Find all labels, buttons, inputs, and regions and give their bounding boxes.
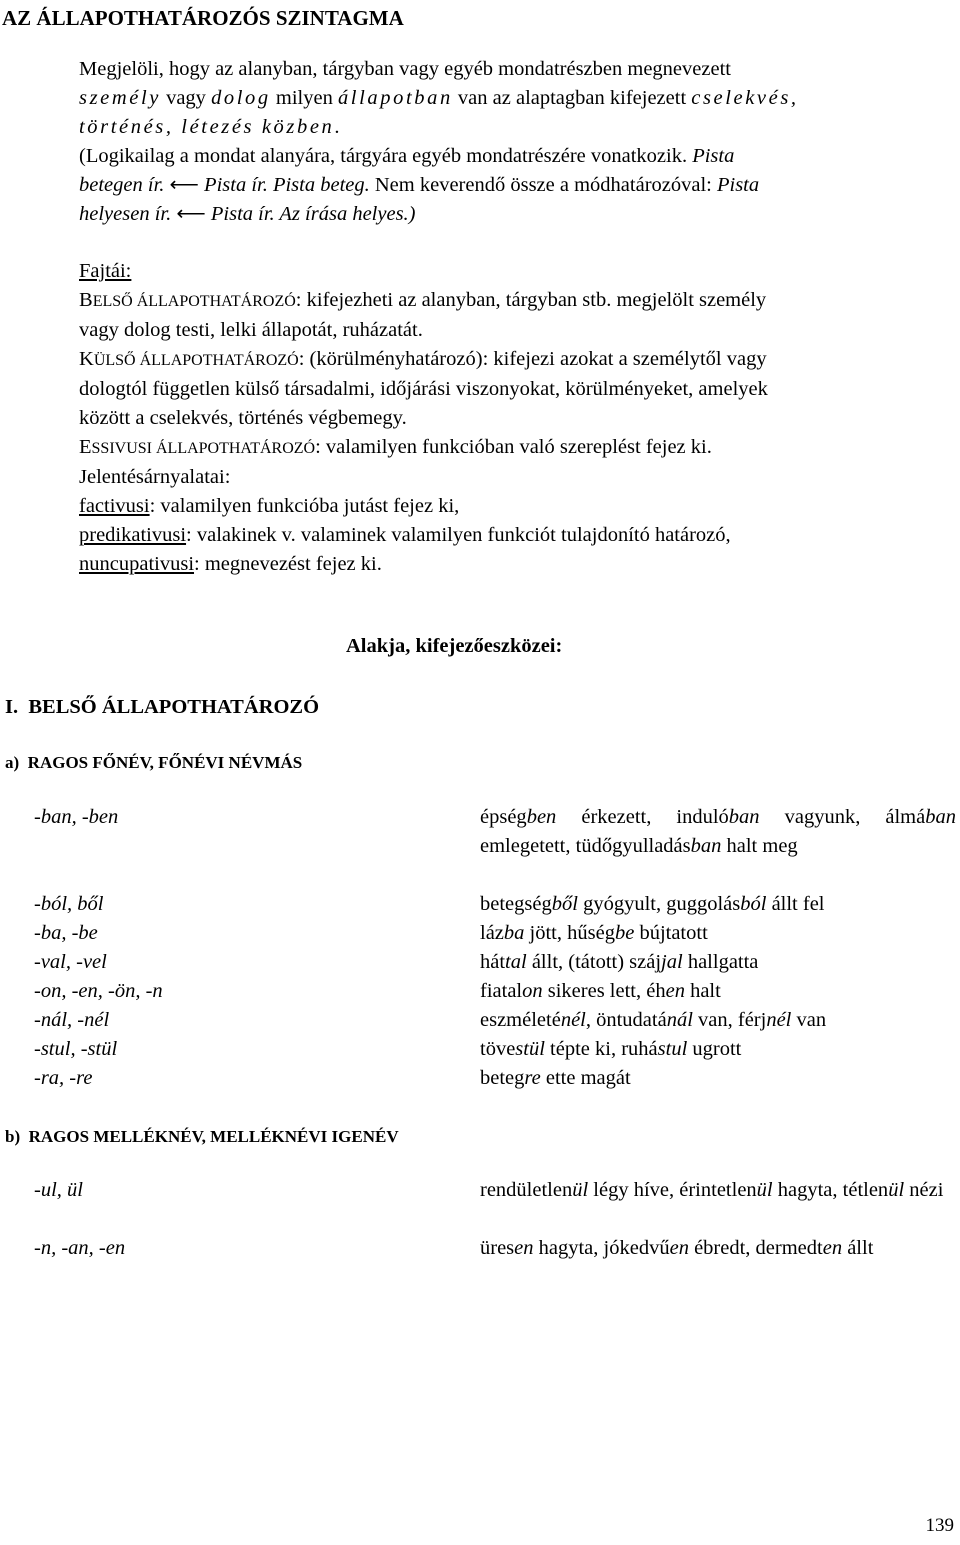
- example-cell: [480, 977, 956, 1006]
- example-text: tépte ki, ruhá: [544, 1038, 658, 1060]
- term: E: [79, 436, 92, 458]
- example-text: jött, hűség: [524, 922, 615, 944]
- suffix-highlight: tal: [505, 951, 527, 973]
- suffix-highlight: ül: [572, 1179, 589, 1201]
- table-row: [0, 803, 960, 857]
- example-cell: [480, 1176, 956, 1205]
- text: vagy: [160, 87, 212, 109]
- term: nuncupativusi: [79, 553, 195, 575]
- kinds-label: Fajtái:: [79, 260, 132, 282]
- suffix-highlight: be: [614, 922, 635, 944]
- term: predikativusi: [79, 524, 187, 546]
- essivusi-definition: [79, 433, 955, 463]
- example-cell: [480, 919, 956, 948]
- example-text: hallgatta: [682, 951, 759, 973]
- example-cell: [480, 1035, 956, 1064]
- example-text: állt, (tátott) száj: [526, 951, 662, 973]
- example-text: emlegetett, tüdőgyulladás: [480, 835, 691, 857]
- forms-heading: Alakja, kifejezőeszközei:: [346, 635, 563, 657]
- subsection-letter: a): [5, 753, 20, 772]
- suffix-cell: -stul, -stül: [34, 1038, 118, 1060]
- example-text: betegen ír.: [79, 174, 165, 196]
- suffix-highlight: jal: [661, 951, 683, 973]
- table-row: [0, 1006, 960, 1035]
- kulso-definition-cont: dologtól független külső társadalmi, időjárási viszonyokat, körülményeket, amelyek: [79, 378, 768, 400]
- term: ELSŐ ÁLLAPOTHATÁROZÓ: [92, 293, 296, 310]
- example-text: ébredt, dermedt: [688, 1237, 823, 1259]
- shades-label: Jelentésárnyalatai:: [79, 466, 231, 488]
- suffix-highlight: en: [822, 1237, 843, 1259]
- intro-line-5: [79, 171, 955, 200]
- example-text: Pista ír. Pista beteg.: [204, 174, 370, 196]
- intro-line-6: [79, 200, 955, 229]
- example-text: halt: [684, 980, 721, 1002]
- factivusi-line: [79, 492, 955, 521]
- term: SSIVUSI ÁLLAPOTHATÁROZÓ: [91, 440, 316, 457]
- arrow-left-icon: ⟵: [164, 174, 205, 196]
- example-text: bújtatott: [634, 922, 708, 944]
- table-row: [0, 1176, 960, 1205]
- intro-line-2: [79, 84, 955, 113]
- term: ÜLSŐ ÁLLAPOTHATÁROZÓ: [93, 352, 299, 369]
- section-heading: [5, 693, 319, 722]
- example-cell: [480, 1234, 956, 1263]
- subsection-title: RAGOS MELLÉKNÉV, MELLÉKNÉVI IGENÉV: [28, 1127, 399, 1146]
- predikativusi-line: [79, 521, 955, 550]
- table-row: [0, 1064, 960, 1093]
- kinds-section: [79, 257, 955, 579]
- example-text: van: [791, 1009, 827, 1031]
- example-text: fiatal: [480, 980, 523, 1002]
- suffix-highlight: stul: [657, 1038, 688, 1060]
- suffix-highlight: ból: [740, 893, 767, 915]
- table-row: [0, 890, 960, 919]
- subsection-a-heading: [5, 748, 302, 777]
- suffix-highlight: ül: [756, 1179, 773, 1201]
- example-text: ugrott: [687, 1038, 742, 1060]
- intro-paragraph: [79, 55, 955, 229]
- suffix-highlight: stül: [515, 1038, 545, 1060]
- text: : kifejezheti az alanyban, tárgyban stb. megjelölt személy: [295, 289, 767, 311]
- belso-definition: [79, 286, 955, 316]
- suffix-cell: -val, -vel: [34, 951, 107, 973]
- suffix-highlight: ül: [888, 1179, 905, 1201]
- suffix-highlight: en: [665, 980, 685, 1002]
- example-text: , öntudatá: [585, 1009, 667, 1031]
- example-text: hagyta, tétlen: [772, 1179, 889, 1201]
- suffix-cell: -n, -an, -en: [34, 1237, 126, 1259]
- example-cell: [480, 1064, 956, 1093]
- example-text: beteg: [480, 1067, 525, 1089]
- term: B: [79, 289, 93, 311]
- example-text: láz: [480, 922, 504, 944]
- nuncupativusi-line: [79, 550, 955, 579]
- suffix-highlight: nél: [766, 1009, 792, 1031]
- text: : valamilyen funkcióban való szereplést fejez ki.: [315, 436, 712, 458]
- suffix-highlight: ban: [728, 806, 760, 828]
- kulso-definition-cont2: között a cselekvés, történés végbemegy.: [79, 407, 407, 429]
- belso-definition-cont: vagy dolog testi, lelki állapotát, ruházatát.: [79, 319, 423, 341]
- suffix-cell: -nál, -nél: [34, 1009, 110, 1031]
- arrow-left-icon: ⟵: [171, 203, 211, 225]
- intro-line-3: [79, 113, 955, 142]
- example-text: betegség: [480, 893, 552, 915]
- example-text: üres: [480, 1237, 515, 1259]
- table-row: [0, 948, 960, 977]
- example-text: sikeres lett, éh: [542, 980, 666, 1002]
- text: : valakinek v. valaminek valamilyen funkciót tulajdonító határozó,: [186, 524, 731, 546]
- example-text: hát: [480, 951, 506, 973]
- example-text: eszméleté: [480, 1009, 561, 1031]
- suffix-highlight: nál: [666, 1009, 693, 1031]
- term: factivusi: [79, 495, 150, 517]
- text: van az alaptagban kifejezett: [452, 87, 692, 109]
- example-text: Pista: [692, 145, 735, 167]
- text: : (körülményhatározó): kifejezi azokat a személytől vagy: [298, 348, 767, 370]
- suffix-highlight: on: [522, 980, 543, 1002]
- suffix-highlight: ban: [690, 835, 722, 857]
- section-title: BELSŐ ÁLLAPOTHATÁROZÓ: [28, 696, 320, 718]
- example-text: vagyunk, álmá: [759, 806, 926, 828]
- example-text: van, férj: [692, 1009, 767, 1031]
- suffix-cell: -ban, -ben: [34, 806, 119, 828]
- suffix-cell: -on, -en, -ön, -n: [34, 980, 163, 1002]
- suffix-highlight: ba: [503, 922, 525, 944]
- example-cell: [480, 803, 956, 861]
- example-text: Pista: [716, 174, 760, 196]
- subsection-b-heading: [5, 1122, 399, 1151]
- text: Nem keverendő össze a módhatározóval:: [369, 174, 717, 196]
- suffix-highlight: en: [514, 1237, 534, 1259]
- example-text: ette magát: [540, 1067, 631, 1089]
- kulso-definition: [79, 345, 955, 375]
- text: : megnevezést fejez ki.: [194, 553, 382, 575]
- suffix-cell: -ból, ből: [34, 893, 104, 915]
- text: ): [408, 203, 416, 225]
- table-row: [0, 977, 960, 1006]
- term-tortenes: történés, létezés közben: [79, 116, 335, 138]
- suffix-highlight: re: [524, 1067, 541, 1089]
- page-title: AZ ÁLLAPOTHATÁROZÓS SZINTAGMA: [2, 6, 404, 30]
- example-text: állt fel: [766, 893, 825, 915]
- suffix-highlight: nél: [560, 1009, 586, 1031]
- term-szemely: személy: [79, 87, 161, 109]
- example-text: érkezett, induló: [556, 806, 729, 828]
- suffix-highlight: ben: [526, 806, 557, 828]
- text: (Logikailag a mondat alanyára, tárgyára egyéb mondatrészére vonatkozik.: [79, 145, 693, 167]
- term-cselekves: cselekvés,: [691, 87, 799, 109]
- term-dolog: dolog: [211, 87, 271, 109]
- example-text: gyógyult, guggolás: [577, 893, 741, 915]
- term-allapotban: állapotban: [337, 87, 453, 109]
- suffix-highlight: ban: [925, 806, 956, 828]
- example-text: hagyta, jókedvű: [533, 1237, 670, 1259]
- intro-line-1: Megjelöli, hogy az alanyban, tárgyban vagy egyéb mondatrészben megnevezett: [79, 58, 731, 80]
- intro-line-4: [79, 142, 955, 171]
- example-text: helyesen ír.: [79, 203, 172, 225]
- example-text: épség: [480, 806, 527, 828]
- section-number: I.: [5, 696, 19, 718]
- page-number: 139: [925, 1515, 954, 1536]
- example-text: Pista ír. Az írása helyes.: [210, 203, 409, 225]
- suffix-highlight: ből: [551, 893, 578, 915]
- suffix-cell: -ra, -re: [34, 1067, 93, 1089]
- subsection-title: RAGOS FŐNÉV, FŐNÉVI NÉVMÁS: [27, 753, 303, 772]
- suffix-cell: -ba, -be: [34, 922, 98, 944]
- example-text: nézi: [904, 1179, 944, 1201]
- suffix-cell: -ul, ül: [34, 1179, 83, 1201]
- term: K: [79, 348, 94, 370]
- example-text: töve: [480, 1038, 516, 1060]
- table-row: [0, 919, 960, 948]
- example-text: állt: [842, 1237, 874, 1259]
- text: .: [334, 116, 340, 138]
- example-cell: [480, 1006, 956, 1035]
- table-row: [0, 1035, 960, 1064]
- text: milyen: [270, 87, 338, 109]
- subsection-letter: b): [5, 1127, 21, 1146]
- text: : valamilyen funkcióba jutást fejez ki,: [149, 495, 460, 517]
- example-cell: [480, 890, 956, 919]
- table-row: [0, 1234, 960, 1263]
- example-text: halt meg: [721, 835, 798, 857]
- example-text: légy híve, érintetlen: [588, 1179, 757, 1201]
- example-cell: [480, 948, 956, 977]
- suffix-highlight: en: [669, 1237, 689, 1259]
- example-text: rendületlen: [480, 1179, 573, 1201]
